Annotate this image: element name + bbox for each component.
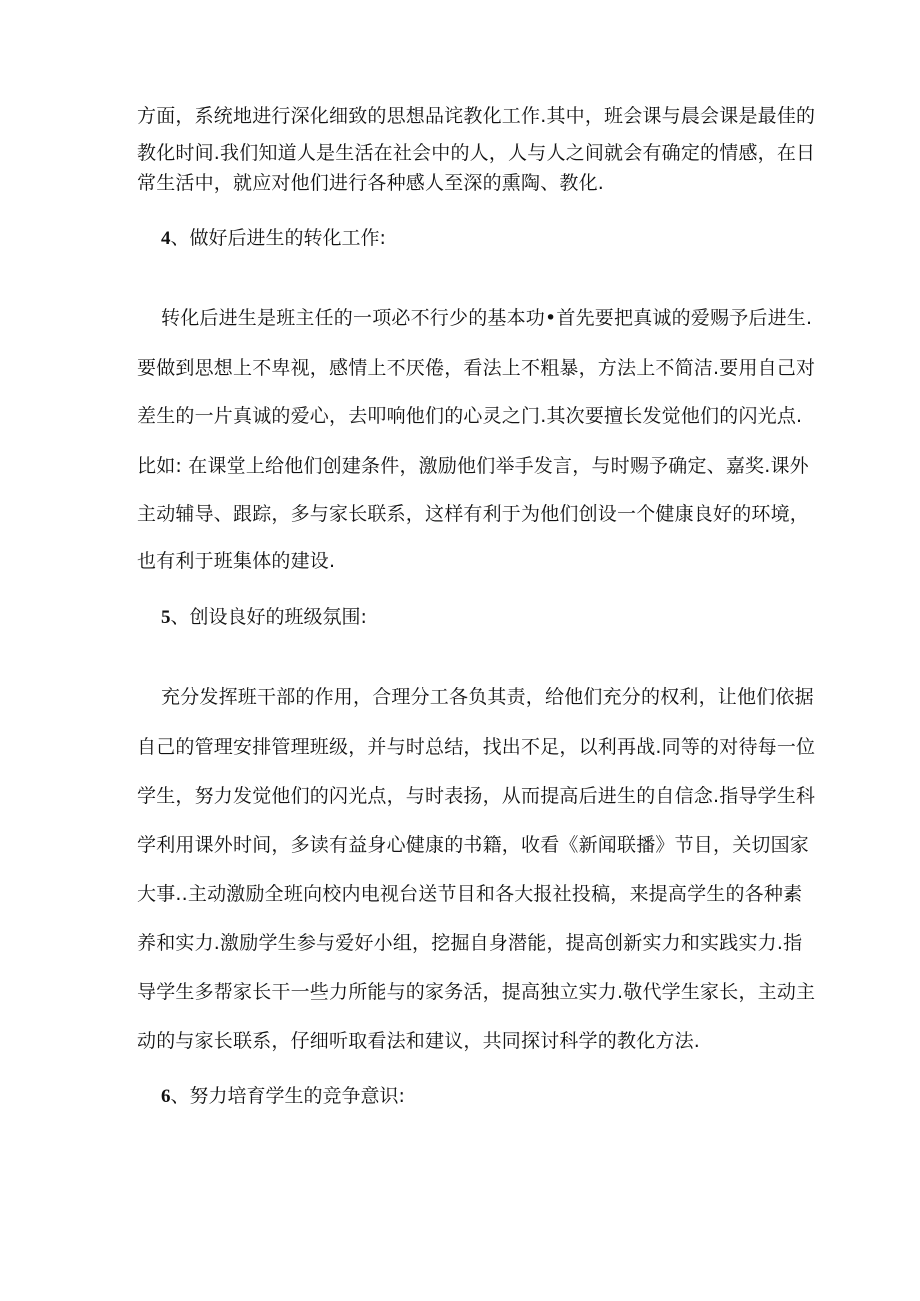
section-4-line-4: 比如: 在课堂上给他们创建条件，激励他们举手发言，与时赐予确定、嘉奖.课外 <box>137 455 809 477</box>
intro-line-2: 教化时间.我们知道人是生活在社会中的人，人与人之间就会有确定的情感，在日 <box>137 142 816 164</box>
section-4-line-3: 差生的一片真诚的爱心，去叩响他们的心灵之门.其次要擅长发觉他们的闪光点. <box>137 405 803 427</box>
section-4-line-1: 转化后进生是班主任的一项必不行少的基本功•首先要把真诚的爱赐予后进生. <box>161 307 813 329</box>
section-5-heading <box>161 605 367 630</box>
section-5-line-3: 学生，努力发觉他们的闪光点，与时表扬，从而提高后进生的自信念.指导学生科 <box>137 785 816 807</box>
section-4-title: 、做好后进生的转化工作: <box>170 227 386 249</box>
section-4-line-6: 也有利于班集体的建设. <box>137 550 336 572</box>
section-5-line-1: 充分发挥班干部的作用，合理分工各负其责，给他们充分的权利，让他们依据 <box>161 686 814 708</box>
section-5-title: 、创设良好的班级氛围: <box>170 606 367 628</box>
section-5-line-8: 动的与家长联系，仔细听取看法和建议，共同探讨科学的教化方法. <box>137 1030 701 1052</box>
section-5-line-2: 自己的管理安排管理班级，并与时总结，找出不足，以利再战.同等的对待每一位 <box>137 736 816 758</box>
section-4-number: 4 <box>161 228 171 249</box>
section-6-heading <box>161 1084 405 1109</box>
section-6-title: 、努力培育学生的竞争意识: <box>170 1085 405 1107</box>
section-4-line-2: 要做到思想上不卑视，感情上不厌倦，看法上不粗暴，方法上不简洁.要用自己对 <box>137 357 816 379</box>
section-5-line-7: 导学生多帮家长干一些力所能与的家务活，提高独立实力.敬代学生家长，主动主 <box>137 981 816 1003</box>
section-5-number: 5 <box>161 607 171 628</box>
section-5-line-6: 养和实力.激励学生参与爱好小组，挖掘自身潜能，提高创新实力和实践实力.指 <box>137 932 803 954</box>
section-5-line-5: 大事..主动激励全班向校内电视台送节目和各大报社投稿，来提高学生的各种素 <box>137 883 803 905</box>
intro-line-1: 方面，系统地进行深化细致的思想品诧教化工作.其中，班会课与晨会课是最佳的 <box>137 105 816 127</box>
intro-line-3: 常生活中，就应对他们进行各种感人至深的熏陶、教化. <box>137 172 605 194</box>
section-4-heading <box>161 226 386 251</box>
section-5-line-4: 学利用课外时间，多读有益身心健康的书籍，收看《新闻联播》节目，关切国家 <box>137 834 810 856</box>
section-6-number: 6 <box>161 1086 171 1107</box>
section-4-line-5: 主动辅导、跟踪，多与家长联系，这样有利于为他们创设一个健康良好的环境， <box>137 503 810 525</box>
